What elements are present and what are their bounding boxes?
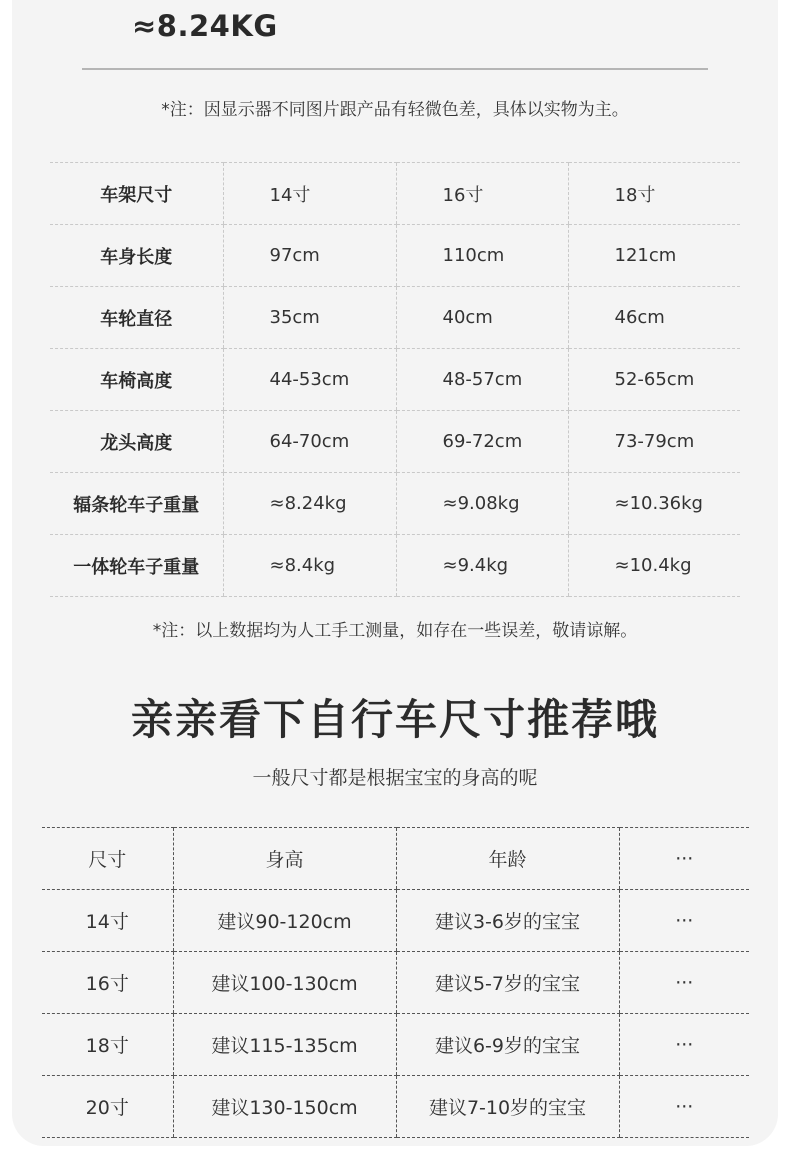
- spec-label: 车架尺寸: [50, 163, 223, 225]
- table-row: [42, 1076, 749, 1138]
- spec-value: 14寸: [223, 163, 396, 225]
- spec-value: 69-72cm: [396, 411, 568, 473]
- spec-value: 35cm: [223, 287, 396, 349]
- table-row: [50, 473, 740, 535]
- table-row: [50, 287, 740, 349]
- spec-value: 97cm: [223, 225, 396, 287]
- table-row: [42, 952, 749, 1014]
- column-header: ···: [619, 828, 749, 890]
- spec-value: ≈10.36kg: [568, 473, 740, 535]
- spec-value: 64-70cm: [223, 411, 396, 473]
- spec-label: 车身长度: [50, 225, 223, 287]
- spec-label: 车轮直径: [50, 287, 223, 349]
- spec-value: ≈9.08kg: [396, 473, 568, 535]
- age-cell: 建议6-9岁的宝宝: [396, 1014, 619, 1076]
- subtitle: 一般尺寸都是根据宝宝的身高的呢: [252, 767, 538, 789]
- spec-value: ≈9.4kg: [396, 535, 568, 597]
- spec-value: 48-57cm: [396, 349, 568, 411]
- table-row: [50, 349, 740, 411]
- spec-value: 40cm: [396, 287, 568, 349]
- ellipsis-cell: ···: [619, 952, 749, 1014]
- divider: [82, 68, 708, 70]
- column-header: 年龄: [396, 828, 619, 890]
- spec-label: 辐条轮车子重量: [50, 473, 223, 535]
- page-title: 亲亲看下自行车尺寸推荐哦: [130, 695, 659, 744]
- height-cell: 建议90-120cm: [173, 890, 396, 952]
- color-note: *注：因显示器不同图片跟产品有轻微色差，具体以实物为主。: [161, 100, 629, 120]
- ellipsis-cell: ···: [619, 1076, 749, 1138]
- height-cell: 建议100-130cm: [173, 952, 396, 1014]
- weight-title: ≈8.24KG: [132, 9, 278, 43]
- spec-label: 一体轮车子重量: [50, 535, 223, 597]
- age-cell: 建议3-6岁的宝宝: [396, 890, 619, 952]
- table-row: [50, 225, 740, 287]
- spec-label: 龙头高度: [50, 411, 223, 473]
- spec-value: 110cm: [396, 225, 568, 287]
- column-header: 身高: [173, 828, 396, 890]
- age-cell: 建议5-7岁的宝宝: [396, 952, 619, 1014]
- table-row: [50, 411, 740, 473]
- height-cell: 建议115-135cm: [173, 1014, 396, 1076]
- spec-value: 46cm: [568, 287, 740, 349]
- size-cell: 20寸: [42, 1076, 173, 1138]
- spec-value: 44-53cm: [223, 349, 396, 411]
- table-row: [50, 163, 740, 225]
- size-recommendation-table: [42, 827, 749, 1138]
- table-row: [42, 890, 749, 952]
- table-header-row: [42, 828, 749, 890]
- column-header: 尺寸: [42, 828, 173, 890]
- spec-value: 16寸: [396, 163, 568, 225]
- age-cell: 建议7-10岁的宝宝: [396, 1076, 619, 1138]
- size-cell: 16寸: [42, 952, 173, 1014]
- spec-table: [50, 162, 740, 597]
- spec-value: 73-79cm: [568, 411, 740, 473]
- table-row: [42, 1014, 749, 1076]
- spec-value: 52-65cm: [568, 349, 740, 411]
- spec-value: 121cm: [568, 225, 740, 287]
- spec-label: 车椅高度: [50, 349, 223, 411]
- spec-value: ≈8.24kg: [223, 473, 396, 535]
- spec-value: 18寸: [568, 163, 740, 225]
- size-cell: 14寸: [42, 890, 173, 952]
- spec-value: ≈10.4kg: [568, 535, 740, 597]
- height-cell: 建议130-150cm: [173, 1076, 396, 1138]
- measurement-note: *注：以上数据均为人工手工测量，如存在一些误差，敬请谅解。: [152, 621, 638, 641]
- ellipsis-cell: ···: [619, 1014, 749, 1076]
- ellipsis-cell: ···: [619, 890, 749, 952]
- size-cell: 18寸: [42, 1014, 173, 1076]
- table-row: [50, 535, 740, 597]
- spec-value: ≈8.4kg: [223, 535, 396, 597]
